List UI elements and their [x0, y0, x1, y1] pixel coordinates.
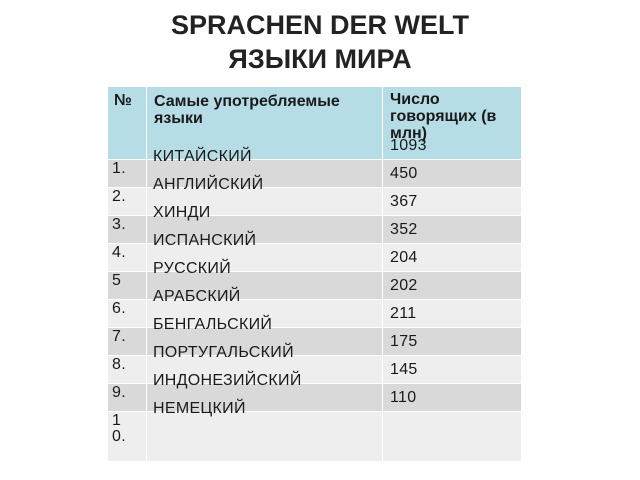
row-speakers: 110 [383, 412, 522, 462]
title-line-2: ЯЗЫКИ МИРА [228, 44, 412, 74]
header-language: Самые употребляемые языки [147, 87, 383, 160]
row-speakers: 211 [383, 328, 522, 356]
row-language: КИТАЙСКИЙ [147, 160, 383, 188]
row-speakers: 367 [383, 216, 522, 244]
row-speakers: 202 [383, 300, 522, 328]
page-title [0, 8, 640, 76]
row-language: РУССКИЙ [147, 272, 383, 300]
row-number: 4. [108, 244, 147, 272]
row-language: ИНДОНЕЗИЙСКИЙ [147, 384, 383, 412]
row-language: ХИНДИ [147, 216, 383, 244]
row-language: НЕМЕЦКИЙ [147, 412, 383, 462]
row-number: 9. [108, 384, 147, 412]
table-row [108, 412, 522, 462]
row-speakers: 204 [383, 272, 522, 300]
row-language: ИСПАНСКИЙ [147, 244, 383, 272]
row-number: 10. [108, 412, 147, 462]
row-language: АРАБСКИЙ [147, 300, 383, 328]
header-number: № [108, 87, 147, 160]
row-speakers: 175 [383, 356, 522, 384]
row-speakers: 352 [383, 244, 522, 272]
row-speakers: 145 [383, 384, 522, 412]
row-number: 3. [108, 216, 147, 244]
row-number: 6. [108, 300, 147, 328]
row-speakers: 450 [383, 188, 522, 216]
row-language: ПОРТУГАЛЬСКИЙ [147, 356, 383, 384]
languages-table [107, 86, 522, 462]
row-number: 5 [108, 272, 147, 300]
row-number: 8. [108, 356, 147, 384]
row-number: 2. [108, 188, 147, 216]
row-speakers: 1093 [383, 160, 522, 188]
header-speakers: Число говорящих (в млн) [383, 87, 522, 160]
row-language: БЕНГАЛЬСКИЙ [147, 328, 383, 356]
title-line-1: SPRACHEN DER WELT [170, 10, 469, 40]
row-language: АНГЛИЙСКИЙ [147, 188, 383, 216]
row-number: 7. [108, 328, 147, 356]
row-number: 1. [108, 160, 147, 188]
